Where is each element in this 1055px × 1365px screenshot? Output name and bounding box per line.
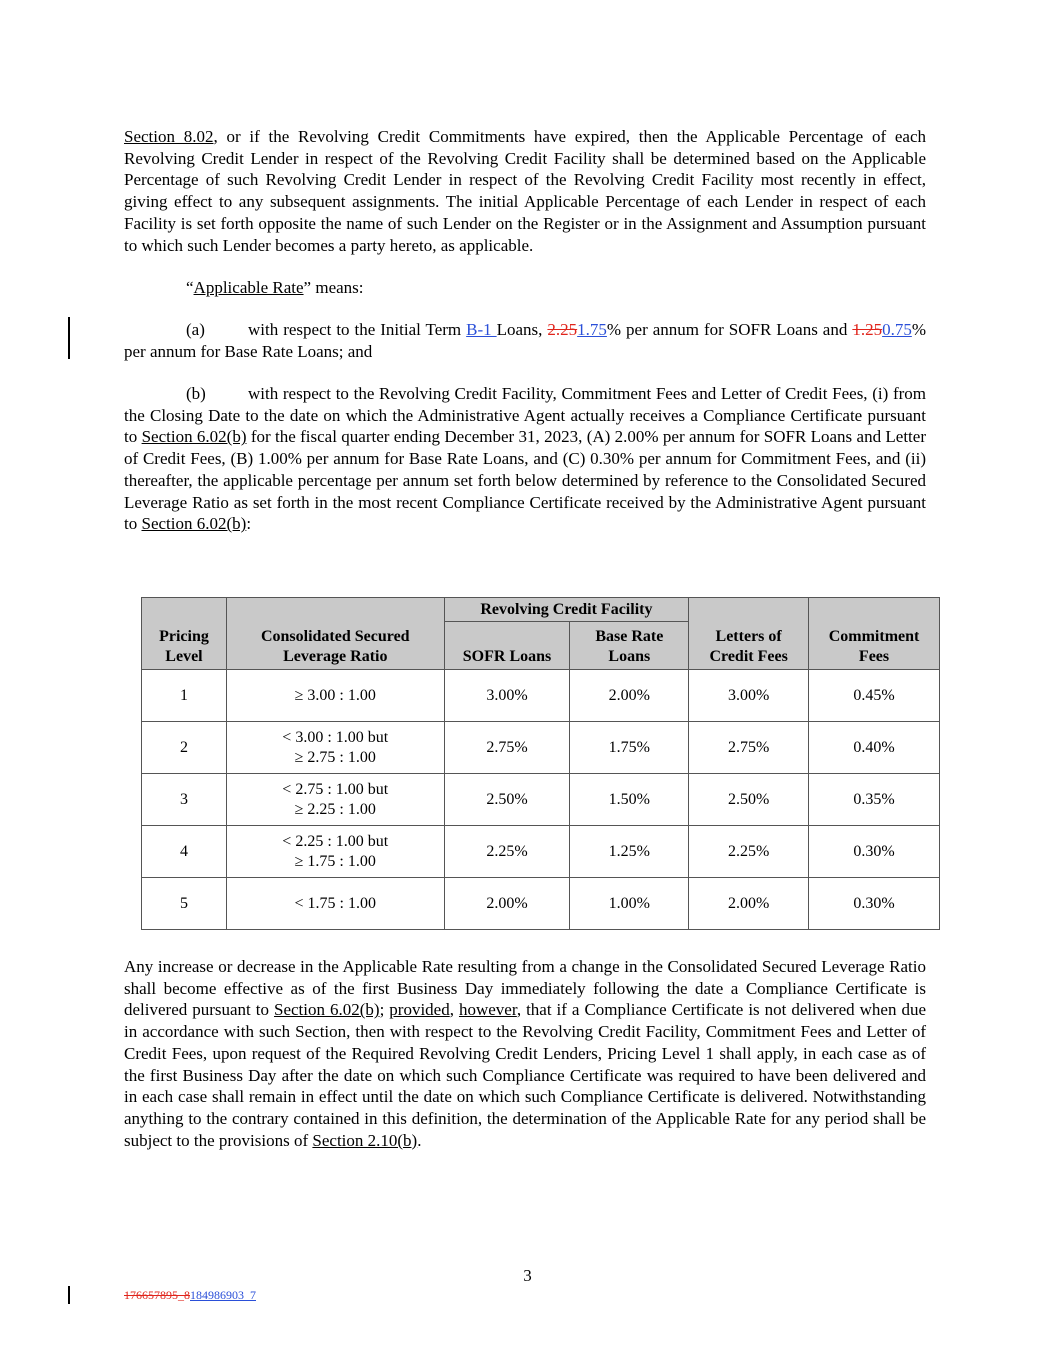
intro-paragraph	[124, 126, 926, 256]
change-bar	[68, 1286, 70, 1304]
section-link: Section 6.02(b)	[141, 514, 247, 534]
section-link: Section 8.02	[124, 127, 214, 146]
header-revolving-group: Revolving Credit Facility	[444, 598, 689, 622]
clause-b: (b) with respect to the Revolving Credit Facility, Commitment Fees and Letter of Credit Fees, (i) from the Closing Date to the date on which the Administrative Agent actually receives a Compliance Certificate pursuant to Section 6.02(b) for the fiscal quarter ending December 31, 2023, (A) 2.00% per annum for SOFR Loans and Letter of Credit Fees, (B) 1.00% per annum for Base Rate Loans, and (C) 0.30% per annum for Commitment Fees, and (ii) thereafter, the applicable percentage per annum set forth below determined by reference to the Consolidated Secured Leverage Ratio as set forth in the most recent Compliance Certificate received by the Administrative Agent pursuant to Section 6.02(b):	[124, 384, 926, 534]
header-pricing-level: Pricing Level	[142, 598, 227, 670]
deleted-text: 2.25	[547, 320, 578, 339]
proviso-word: however	[458, 1000, 517, 1020]
deleted-text: 1.25	[852, 320, 883, 339]
header-base-rate: Base Rate Loans	[570, 622, 689, 670]
clause-a: (a) with respect to the Initial Term B-1 Loans, 2.251.75% per annum for SOFR Loans and 1.250.75% per annum for Base Rate Loans; and	[124, 320, 926, 361]
clause-label: (b)	[186, 384, 206, 403]
change-bar	[68, 317, 70, 359]
inserted-text: 1.75	[577, 320, 607, 339]
header-sofr: SOFR Loans	[444, 622, 570, 670]
deleted-doc-id: 176657895_8	[124, 1288, 190, 1302]
table-row: 4 < 2.25 : 1.00 but ≥ 1.75 : 1.00 2.25% 1.25% 2.25% 0.30%	[142, 826, 940, 878]
defined-term: Applicable Rate	[193, 278, 304, 297]
clause-label: (a)	[186, 320, 205, 339]
paragraph-text: , or if the Revolving Credit Commitments have expired, then the Applicable Percentage of each Revolving Credit Lender in respect of the Revolving Credit Facility shall be determined based on the Applicable Percentage of such Revolving Credit Lender in respect of the Revolving Credit Facility most recently in effect, giving effect to any subsequent assignments. The initial Applicable Percentage of each Lender in respect of each Facility is set forth opposite the name of such Lender on the Register or in the Assignment and Assumption pursuant to which such Lender becomes a party hereto, as applicable.	[124, 127, 926, 255]
inserted-text: B-1	[466, 320, 497, 339]
section-link: Section 6.02(b)	[274, 1000, 380, 1020]
table-row: 5 < 1.75 : 1.00 2.00% 1.00% 2.00% 0.30%	[142, 878, 940, 930]
document-id	[124, 1288, 256, 1303]
closing-paragraph: Any increase or decrease in the Applicable Rate resulting from a change in the Consolidated Secured Leverage Ratio shall become effective as of the first Business Day immediately following the date a Compliance Certificate is delivered pursuant to Section 6.02(b); provided, however, that if a Compliance Certificate is not delivered when due in accordance with such Section, then with respect to the Revolving Credit Facility, Commitment Fees and Letter of Credit Fees, upon request of the Required Revolving Credit Lenders, Pricing Level 1 shall apply, in each case as of the first Business Day after the date on which such Compliance Certificate was required to have been delivered and in each case shall remain in effect until the date on which such Compliance Certificate is delivered. Notwithstanding anything to the contrary contained in this definition, the determination of the Applicable Rate for any period shall be subject to the provisions of Section 2.10(b).	[124, 957, 926, 1150]
proviso-word: provided	[389, 1000, 450, 1020]
header-ratio: Consolidated Secured Leverage Ratio	[226, 598, 444, 670]
definition-heading: “Applicable Rate” means:	[186, 278, 364, 297]
section-link: Section 2.10(b)	[312, 1130, 418, 1150]
page-number: 3	[523, 1266, 532, 1285]
inserted-text: 0.75	[882, 320, 912, 339]
table-row: 1 ≥ 3.00 : 1.00 3.00% 2.00% 3.00% 0.45%	[142, 670, 940, 722]
table-row: 2 < 3.00 : 1.00 but ≥ 2.75 : 1.00 2.75% 1.75% 2.75% 0.40%	[142, 722, 940, 774]
table-row: 3 < 2.75 : 1.00 but ≥ 2.25 : 1.00 2.50% 1.50% 2.50% 0.35%	[142, 774, 940, 826]
inserted-doc-id: 184986903_7	[190, 1288, 256, 1302]
header-commitment-fees: Commitment Fees	[809, 598, 940, 670]
pricing-table	[141, 597, 940, 930]
header-letters-of-credit: Letters of Credit Fees	[689, 598, 809, 670]
section-link: Section 6.02(b)	[141, 427, 247, 447]
